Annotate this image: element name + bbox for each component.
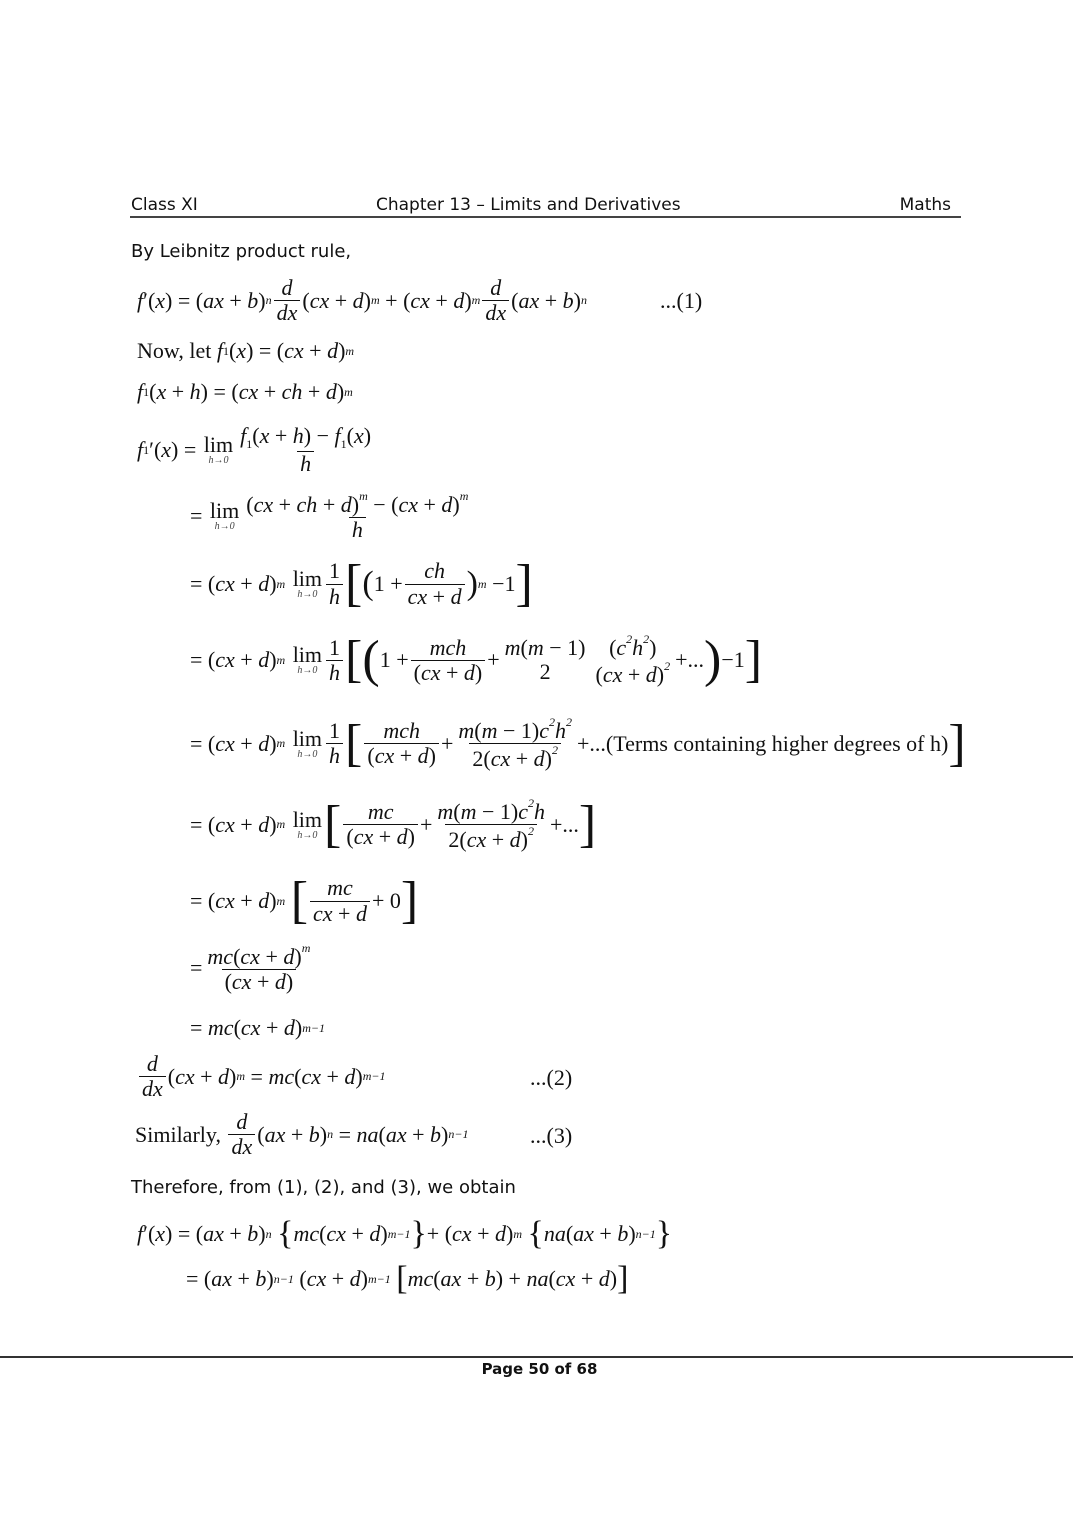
page-header [130,194,961,218]
equation-step-8: = mc ( cx + d ) m−1 [190,1015,325,1040]
equation-2-tag: ...(2) [530,1065,573,1090]
footer-divider [0,1356,1073,1358]
class-label: Class XI [131,195,198,215]
terms-note: (Terms containing higher degrees of h) [605,730,949,756]
similarly-text: Similarly, [135,1121,221,1147]
equation-f1-definition: Now, let f 1 ( x ) = ( cx + d ) m [137,338,355,363]
equation-final-2: = ( ax + b ) n−1 ( cx + d ) m−1 [ mc ( ax + b ) + na ( cx + d ) ] [186,1260,629,1297]
equation-1: f ′( x ) = ( ax + b ) n $\frac{d}{dx}$ ( cx + d ) m + ( cx + d ) m $\frac{d}{dx}$ ( ax + b ) n [137,275,587,326]
equation-step-5: = ( cx + d ) m lim h→0 [ $\frac{mc}{(cx + d)}$ + $\frac{m(m - 1)c^2h}{2(cx + d)^2}$ +... ] [190,795,597,853]
equation-1-tag: ...(1) [660,288,703,313]
intro-text: By Leibnitz product rule, [131,241,352,262]
equation-final-1: f ′( x ) = ( ax + b ) n { mc ( cx + d ) m−1 } + ( cx + d ) m { na ( ax + b ) n−1 } [137,1215,673,1252]
page-number: Page 50 of 68 [481,1360,598,1378]
equation-3: Similarly, $\frac{d}{dx}$ ( ax + b ) n = na ( ax + b ) n−1 [135,1109,469,1160]
equation-step-2: = ( cx + d ) m lim h→0 $\frac{1}{h}$ [ ( 1 + $\frac{ch}{cx + d}$ ) m −1 ] [190,555,533,612]
chapter-title: Chapter 13 – Limits and Derivatives [376,195,681,215]
equation-step-6: = ( cx + d ) m [ $\frac{mc}{cx + d}$ + 0 ] [190,872,419,929]
equation-step-4: = ( cx + d ) m lim h→0 $\frac{1}{h}$ [ $\frac{\text{mch}}{(cx + d)}$ + $\frac{m(m - 1)c^2h^2}{2(cx + d)^2}$ +... (Terms containing higher degrees of h) ] [190,714,966,772]
equation-f1-derivative: f 1 ′( x ) = lim h→0 $\frac{f_1(x + h) - f_1(x)}{h}$ [137,423,372,477]
equation-step-1: = lim h→0 $\frac{(cx + ch + d)^m - (cx + d)^m}{h}$ [190,489,469,543]
equation-step-7: = $\frac{mc(cx + d)^m}{(cx + d)}$ [190,941,311,995]
equation-f1-shift: f 1 ( x + h ) = ( cx + ch + d ) m [137,379,353,404]
equation-3-tag: ...(3) [530,1123,573,1148]
equation-step-3: = ( cx + d ) m lim h→0 $\frac{1}{h}$ [ ( 1 + $\frac{\text{mch}}{(cx + d)}$ + m(m − 1) 2 $(c^2h^2)$ (cx + d)$^2$ +... ) −1 ] [190,631,763,689]
now-let-text: Now, let [137,338,212,363]
therefore-text: Therefore, from (1), (2), and (3), we obtain [131,1177,516,1198]
equation-2: $\frac{d}{dx}$ ( cx + d ) m = mc ( cx + d ) m−1 [137,1052,386,1101]
subject-label: Maths [899,195,951,215]
